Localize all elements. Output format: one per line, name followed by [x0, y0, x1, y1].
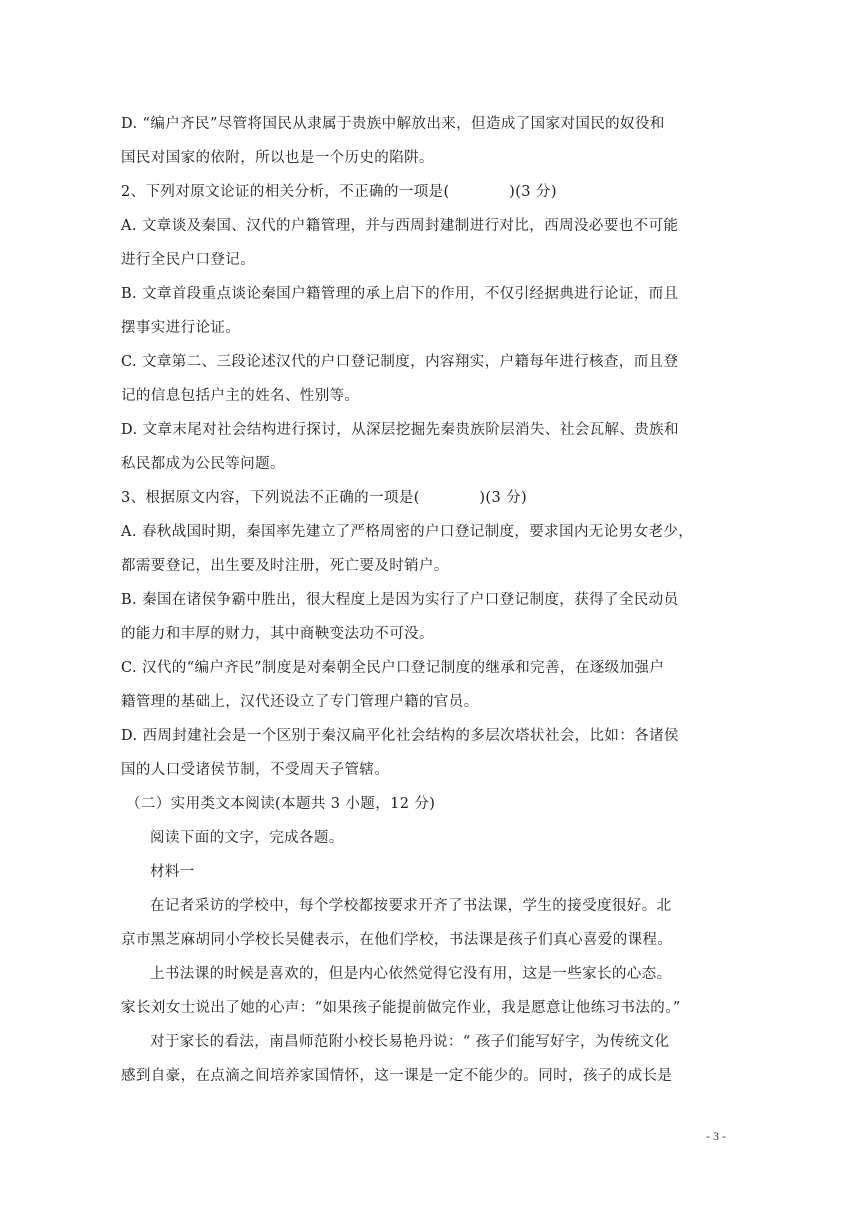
q3-option-c-line-2: 籍管理的基础上，汉代还设立了专门管理户籍的官员。	[121, 694, 479, 710]
paragraph-1-line-1: 在记者采访的学校中，每个学校都按要求开齐了书法课，学生的接受度很好。北	[150, 898, 672, 914]
q3-option-c-line-1: C. 汉代的“编户齐民”制度是对秦朝全民户口登记制度的继承和完善，在逐级加强户	[121, 660, 665, 676]
q3-option-a-line-1: A. 春秋战国时期，秦国率先建立了严格周密的户口登记制度，要求国内无论男女老少，	[121, 524, 694, 540]
paragraph-1-line-2: 京市黑芝麻胡同小学校长吴健表示，在他们学校，书法课是孩子们真心喜爱的课程。	[121, 932, 673, 948]
reading-instruction: 阅读下面的文字，完成各题。	[150, 830, 344, 846]
q2-option-b-line-1: B. 文章首段重点谈论秦国户籍管理的承上启下的作用，不仅引经据典进行论证，而且	[121, 286, 679, 302]
q2-option-d-line-2: 私民都成为公民等问题。	[121, 456, 285, 472]
q3-option-d-line-2: 国的人口受诸侯节制，不受周天子管辖。	[121, 762, 390, 778]
page-number: - 3 -	[706, 1129, 726, 1143]
q2-option-d-line-1: D. 文章末尾对社会结构进行探讨，从深层挖掘先秦贵族阶层消失、社会瓦解、贵族和	[121, 422, 679, 438]
paragraph-2-line-2: 家长刘女士说出了她的心声：“如果孩子能提前做完作业，我是愿意让他练习书法的。”	[121, 1000, 681, 1016]
paragraph-3-line-1: 对于家长的看法，南昌师范附小校长易艳丹说：“ 孩子们能写好字，为传统文化	[150, 1034, 670, 1050]
document-body	[121, 107, 741, 1093]
q3-option-a-line-2: 都需要登记，出生要及时注册，死亡要及时销户。	[121, 558, 449, 574]
section-heading: （二）实用类文本阅读(本题共 3 小题，12 分)	[126, 796, 436, 812]
q3-option-d-line-1: D. 西周封建社会是一个区别于秦汉扁平化社会结构的多层次塔状社会，比如：各诸侯	[121, 728, 679, 744]
q2-option-a-line-1: A. 文章谈及秦国、汉代的户籍管理，并与西周封建制进行对比，西周没必要也不可能	[121, 218, 679, 234]
q2-option-a-line-2: 进行全民户口登记。	[121, 252, 256, 268]
q1-option-d-line-2: 国民对国家的依附，所以也是一个历史的陷阱。	[121, 150, 434, 166]
paragraph-2-line-1: 上书法课的时候是喜欢的，但是内心依然觉得它没有用，这是一些家长的心态。	[150, 966, 672, 982]
q2-option-c-line-2: 记的信息包括户主的姓名、性别等。	[121, 388, 360, 404]
material-label: 材料一	[150, 864, 195, 880]
q2-option-c-line-1: C. 文章第二、三段论述汉代的户口登记制度，内容翔实，户籍每年进行核查，而且登	[121, 354, 679, 370]
q1-option-d-line-1: D. “编户齐民”尽管将国民从隶属于贵族中解放出来，但造成了国家对国民的奴役和	[121, 116, 665, 132]
q3-option-b-line-1: B. 秦国在诸侯争霸中胜出，很大程度上是因为实行了户口登记制度，获得了全民动员	[121, 592, 679, 608]
q3-option-b-line-2: 的能力和丰厚的财力，其中商鞅变法功不可没。	[121, 626, 434, 642]
q2-option-b-line-2: 摆事实进行论证。	[121, 320, 241, 336]
question-2-stem: 2、下列对原文论证的相关分析，不正确的一项是( )(3 分)	[121, 184, 557, 200]
paragraph-3-line-2: 感到自豪，在点滴之间培养家国情怀，这一课是一定不能少的。同时，孩子的成长是	[121, 1068, 673, 1084]
question-3-stem: 3、根据原文内容，下列说法不正确的一项是( )(3 分)	[121, 490, 528, 506]
